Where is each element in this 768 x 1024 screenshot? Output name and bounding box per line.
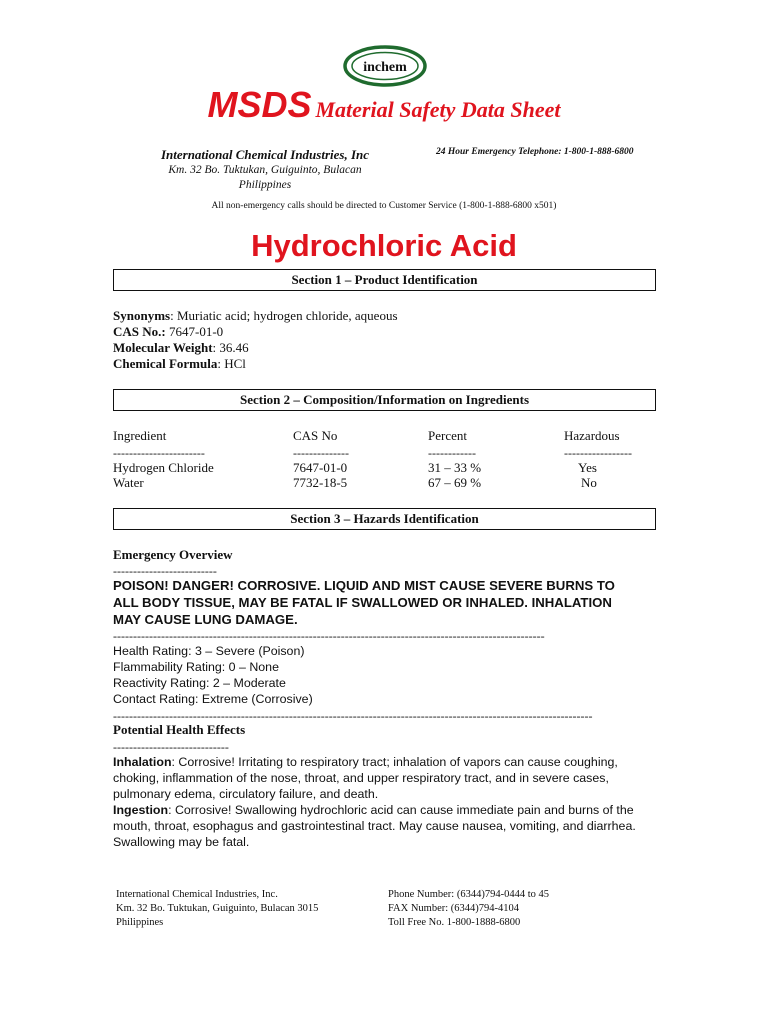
footer-toll-free: Toll Free No. 1-800-1888-6800 (388, 917, 521, 928)
section1-title: Section 1 – Product Identification (113, 269, 656, 291)
col-dashes-hazardous: ----------------- (564, 446, 632, 460)
ingestion-text: : Corrosive! Swallowing hydrochloric acid can cause immediate pain and burns of the mouth, throat, esophagus and gastrointestinal tract. May cause nausea, vomiting, and diarrhea. Swallowing may be fatal. (113, 803, 636, 849)
company-name: International Chemical Industries, Inc (160, 147, 370, 162)
separator-long: ------------------------------------------------------------------------------------------------------------------------ (113, 710, 593, 722)
cas-label: CAS No.: (113, 324, 166, 339)
cas-line (113, 324, 223, 340)
ratings-list (113, 643, 313, 707)
synonyms-value: : Muriatic acid; hydrogen chloride, aqueous (170, 308, 398, 323)
health-effects-label: Potential Health Effects (113, 722, 246, 737)
col-dashes-cas: -------------- (293, 446, 349, 460)
inhalation-paragraph (113, 754, 658, 802)
footer-company (116, 888, 318, 930)
separator-short: ------------------------------------------------------------------------------------------------------------ (113, 630, 545, 642)
poison-line: ALL BODY TISSUE, MAY BE FATAL IF SWALLOWED OR INHALED. INHALATION (113, 595, 612, 610)
health-effects-dashes: ----------------------------- (113, 740, 229, 754)
molecular-weight-value: : 36.46 (212, 340, 249, 355)
col-header-cas: CAS No (293, 428, 338, 443)
ingestion-paragraph (113, 802, 658, 850)
ingestion-label: Ingestion (113, 803, 169, 817)
table-cell: Hydrogen Chloride (113, 460, 214, 475)
poison-line: MAY CAUSE LUNG DAMAGE. (113, 612, 298, 627)
non-emergency-note: All non-emergency calls should be directed to Customer Service (1-800-1-888-6800 x501) (211, 201, 557, 211)
reactivity-rating: Reactivity Rating: 2 – Moderate (113, 676, 286, 690)
poison-line: POISON! DANGER! CORROSIVE. LIQUID AND MIST CAUSE SEVERE BURNS TO (113, 578, 615, 593)
health-rating: Health Rating: 3 – Severe (Poison) (113, 644, 305, 658)
footer-line: Philippines (116, 917, 164, 928)
logo-text: inchem (363, 60, 407, 75)
footer-line: International Chemical Industries, Inc. (116, 889, 278, 900)
table-cell: 31 – 33 % (428, 460, 482, 475)
synonyms-label: Synonyms (113, 308, 171, 323)
section3-title: Section 3 – Hazards Identification (113, 508, 656, 530)
contact-rating: Contact Rating: Extreme (Corrosive) (113, 692, 313, 706)
inchem-logo (342, 44, 428, 88)
table-cell: No (581, 475, 597, 490)
col-header-ingredient: Ingredient (113, 428, 167, 443)
footer-fax: FAX Number: (6344)794-4104 (388, 903, 520, 914)
synonyms-line (113, 308, 398, 324)
col-dashes-percent: ------------ (428, 446, 476, 460)
poison-warning (113, 577, 658, 628)
footer-phone: Phone Number: (6344)794-0444 to 45 (388, 889, 549, 900)
emergency-phone: 24 Hour Emergency Telephone: 1-800-1-888-6800 (436, 147, 634, 157)
emergency-overview-label: Emergency Overview (113, 547, 233, 562)
col-header-percent: Percent (428, 428, 467, 443)
document-title (0, 84, 768, 126)
molecular-weight-label: Molecular Weight (113, 340, 213, 355)
inhalation-text: : Corrosive! Irritating to respiratory tract; inhalation of vapors can cause coughing, choking, inflammation of the nose, throat, and upper respiratory tract, and in severe cases, pulmonary edema, circulatory failure, and death. (113, 755, 618, 801)
company-block (140, 147, 390, 193)
chemical-formula-value: : HCl (217, 356, 246, 371)
col-header-hazardous: Hazardous (564, 428, 620, 443)
company-address-line2: Philippines (238, 179, 292, 191)
table-cell: 7732-18-5 (293, 475, 348, 490)
col-dashes-ingredient: ----------------------- (113, 446, 205, 460)
chemical-formula-label: Chemical Formula (113, 356, 218, 371)
section2-title: Section 2 – Composition/Information on Ingredients (113, 389, 656, 411)
footer-contact (388, 888, 549, 930)
emergency-overview-dashes: -------------------------- (113, 564, 217, 578)
table-cell: 67 – 69 % (428, 475, 482, 490)
chemical-formula-line (113, 356, 246, 372)
msds-subtitle: Material Safety Data Sheet (315, 97, 561, 122)
table-cell: Water (113, 475, 144, 490)
cas-value: 7647-01-0 (165, 324, 224, 339)
table-cell: 7647-01-0 (293, 460, 348, 475)
footer-line: Km. 32 Bo. Tuktukan, Guiguinto, Bulacan 3015 (116, 903, 319, 914)
inhalation-label: Inhalation (113, 755, 172, 769)
msds-label: MSDS (207, 84, 312, 125)
product-title: Hydrochloric Acid (251, 228, 517, 263)
flammability-rating: Flammability Rating: 0 – None (113, 660, 279, 674)
molecular-weight-line (113, 340, 249, 356)
company-address-line1: Km. 32 Bo. Tuktukan, Guiguinto, Bulacan (168, 164, 362, 176)
table-cell: Yes (578, 460, 597, 475)
